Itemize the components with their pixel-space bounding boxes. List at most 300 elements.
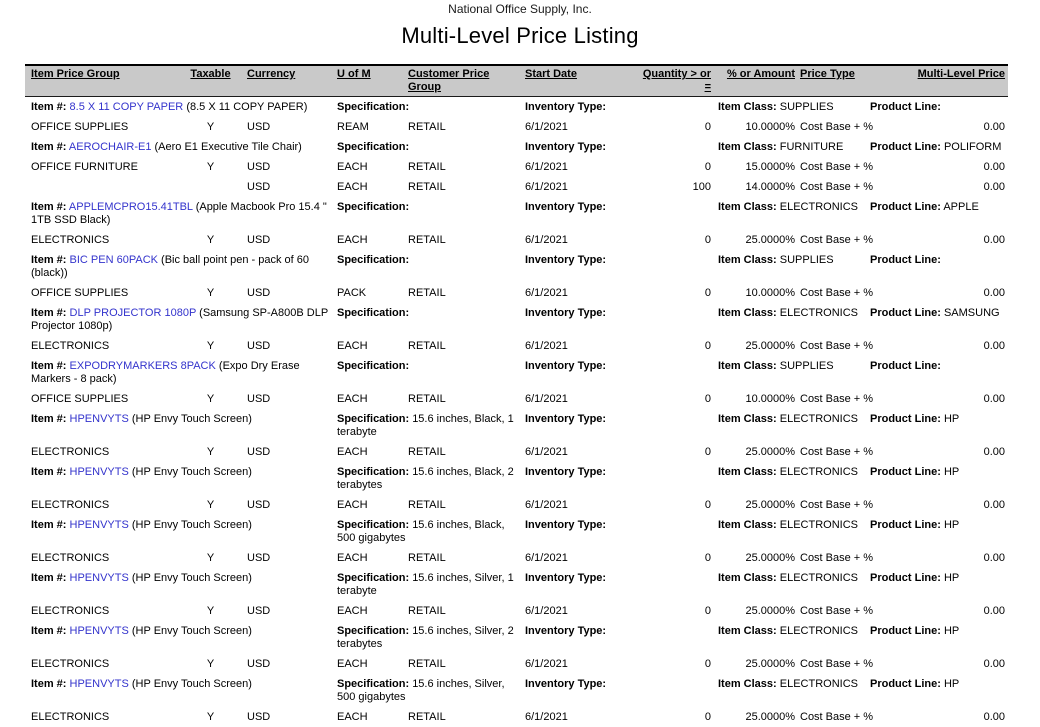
item-description: (Bic ball point pen - pack of 60 (black))	[31, 254, 310, 279]
product-line-value: HP	[943, 572, 960, 584]
inventory-type-cell	[523, 201, 711, 214]
inventory-type-cell	[523, 413, 711, 426]
quantity-cell: 0	[704, 287, 711, 299]
customer-price-group-cell: RETAIL	[408, 181, 446, 193]
item-description: (HP Envy Touch Screen)	[131, 413, 252, 425]
uom-cell: EACH	[337, 499, 368, 511]
product-line-cell	[868, 572, 1008, 585]
product-line-cell	[868, 466, 1008, 479]
column-header-start-date[interactable]: Start Date	[525, 68, 577, 80]
product-line-label: Product Line:	[870, 360, 941, 372]
inventory-type-label: Inventory Type:	[525, 201, 607, 213]
percent-or-amount-cell: 25.0000%	[745, 658, 795, 670]
specification-value: 15.6 inches, Black, 2 terabytes	[337, 466, 514, 491]
item-header-row	[25, 137, 1008, 157]
product-line-cell	[868, 201, 1008, 214]
multi-level-price-cell: 0.00	[983, 499, 1005, 511]
specification-label: Specification:	[337, 101, 410, 113]
item-number-label: Item #:	[31, 413, 67, 425]
item-code-link[interactable]: APPLEMCPRO15.41TBL	[68, 201, 193, 213]
item-price-group-cell: ELECTRONICS	[31, 711, 110, 723]
customer-price-group-cell: RETAIL	[408, 446, 446, 458]
percent-or-amount-cell: 10.0000%	[745, 121, 795, 133]
percent-or-amount-cell: 10.0000%	[745, 393, 795, 405]
specification-value: 15.6 inches, Silver, 500 gigabytes	[337, 678, 505, 703]
item-header-row	[25, 97, 1008, 117]
percent-or-amount-cell: 25.0000%	[745, 340, 795, 352]
item-class-label: Item Class:	[718, 201, 777, 213]
taxable-cell: Y	[206, 658, 215, 670]
uom-cell: EACH	[337, 161, 368, 173]
item-price-group-cell: OFFICE SUPPLIES	[31, 287, 129, 299]
specification-label: Specification:	[337, 413, 410, 425]
item-number-label: Item #:	[31, 254, 67, 266]
percent-or-amount-cell: 14.0000%	[745, 181, 795, 193]
column-header-currency[interactable]: Currency	[247, 68, 296, 80]
column-header-uom[interactable]: U of M	[337, 68, 371, 80]
quantity-cell: 100	[692, 181, 711, 193]
product-line-value: HP	[943, 413, 960, 425]
inventory-type-label: Inventory Type:	[525, 254, 607, 266]
customer-price-group-cell: RETAIL	[408, 499, 446, 511]
item-class-value: ELECTRONICS	[779, 572, 859, 584]
product-line-label: Product Line:	[870, 572, 941, 584]
quantity-cell: 0	[704, 161, 711, 173]
item-code-link[interactable]: AEROCHAIR-E1	[68, 141, 152, 153]
price-type-cell: Cost Base + %	[800, 605, 874, 617]
specification-label: Specification:	[337, 572, 410, 584]
price-detail-row	[25, 654, 1008, 674]
price-detail-row	[25, 548, 1008, 568]
item-description: (HP Envy Touch Screen)	[131, 519, 252, 531]
taxable-cell: Y	[206, 161, 215, 173]
item-number-cell	[25, 254, 336, 280]
item-description: (HP Envy Touch Screen)	[131, 678, 252, 690]
currency-cell: USD	[247, 605, 271, 617]
start-date-cell: 6/1/2021	[525, 605, 568, 617]
price-type-cell: Cost Base + %	[800, 552, 874, 564]
item-class-value: SUPPLIES	[779, 360, 834, 372]
item-class-cell	[711, 307, 868, 320]
taxable-cell: Y	[206, 340, 215, 352]
start-date-cell: 6/1/2021	[525, 287, 568, 299]
inventory-type-cell	[523, 678, 711, 691]
product-line-label: Product Line:	[870, 141, 941, 153]
taxable-cell: Y	[206, 234, 215, 246]
price-type-cell: Cost Base + %	[800, 340, 874, 352]
inventory-type-cell	[523, 254, 711, 267]
taxable-cell: Y	[206, 605, 215, 617]
multi-level-price-cell: 0.00	[983, 658, 1005, 670]
percent-or-amount-cell: 10.0000%	[745, 287, 795, 299]
inventory-type-label: Inventory Type:	[525, 678, 607, 690]
uom-cell: EACH	[337, 181, 368, 193]
item-class-label: Item Class:	[718, 413, 777, 425]
product-line-cell	[868, 678, 1008, 691]
item-number-cell	[25, 360, 336, 386]
percent-or-amount-cell: 25.0000%	[745, 234, 795, 246]
specification-value: 15.6 inches, Black, 500 gigabytes	[337, 519, 505, 544]
product-line-label: Product Line:	[870, 201, 941, 213]
item-class-cell	[711, 466, 868, 479]
item-description: (Expo Dry Erase Markers - 8 pack)	[31, 360, 300, 385]
customer-price-group-cell: RETAIL	[408, 711, 446, 723]
customer-price-group-cell: RETAIL	[408, 605, 446, 617]
multi-level-price-cell: 0.00	[983, 446, 1005, 458]
column-header-customer-price-group[interactable]: Customer Price Group	[408, 68, 490, 93]
item-class-value: ELECTRONICS	[779, 201, 859, 213]
item-code-link[interactable]: HPENVYTS	[69, 678, 129, 690]
currency-cell: USD	[247, 499, 271, 511]
product-line-cell	[868, 307, 1008, 320]
item-description: (Aero E1 Executive Tile Chair)	[154, 141, 302, 153]
price-detail-row	[25, 283, 1008, 303]
item-class-value: FURNITURE	[779, 141, 844, 153]
item-class-label: Item Class:	[718, 466, 777, 478]
price-detail-row	[25, 117, 1008, 137]
item-price-group-cell: ELECTRONICS	[31, 340, 110, 352]
product-line-label: Product Line:	[870, 413, 941, 425]
product-line-value: SAMSUNG	[943, 307, 1000, 319]
price-type-cell: Cost Base + %	[800, 393, 874, 405]
specification-cell	[336, 413, 523, 439]
percent-or-amount-cell: 25.0000%	[745, 446, 795, 458]
customer-price-group-cell: RETAIL	[408, 340, 446, 352]
item-number-cell	[25, 307, 336, 333]
inventory-type-label: Inventory Type:	[525, 625, 607, 637]
item-price-group-cell: ELECTRONICS	[31, 605, 110, 617]
quantity-cell: 0	[704, 711, 711, 723]
specification-cell	[336, 101, 523, 114]
product-line-value: APPLE	[943, 201, 979, 213]
item-class-label: Item Class:	[718, 360, 777, 372]
inventory-type-cell	[523, 307, 711, 320]
item-class-label: Item Class:	[718, 101, 777, 113]
taxable-cell: Y	[206, 552, 215, 564]
inventory-type-cell	[523, 519, 711, 532]
uom-cell: EACH	[337, 234, 368, 246]
product-line-value: HP	[943, 625, 960, 637]
multi-level-price-cell: 0.00	[983, 340, 1005, 352]
currency-cell: USD	[247, 446, 271, 458]
item-code-link[interactable]: 8.5 X 11 COPY PAPER	[69, 101, 184, 113]
product-line-cell	[868, 141, 1008, 154]
item-number-label: Item #:	[31, 101, 67, 113]
column-header-percent-or-amount[interactable]: % or Amount	[726, 68, 795, 80]
product-line-value: HP	[943, 678, 960, 690]
specification-cell	[336, 201, 523, 214]
item-price-group-cell: OFFICE SUPPLIES	[31, 121, 129, 133]
customer-price-group-cell: RETAIL	[408, 658, 446, 670]
item-class-label: Item Class:	[718, 141, 777, 153]
item-code-link[interactable]: HPENVYTS	[69, 625, 129, 637]
inventory-type-cell	[523, 101, 711, 114]
product-line-value: POLIFORM	[943, 141, 1002, 153]
taxable-cell: Y	[206, 499, 215, 511]
item-price-group-cell: ELECTRONICS	[31, 499, 110, 511]
price-detail-row	[25, 495, 1008, 515]
specification-cell	[336, 625, 523, 651]
percent-or-amount-cell: 15.0000%	[745, 161, 795, 173]
item-class-cell	[711, 141, 868, 154]
specification-label: Specification:	[337, 466, 410, 478]
multi-level-price-cell: 0.00	[983, 121, 1005, 133]
start-date-cell: 6/1/2021	[525, 658, 568, 670]
product-line-value: HP	[943, 519, 960, 531]
column-header-item-price-group[interactable]: Item Price Group	[31, 68, 120, 80]
item-code-link[interactable]: HPENVYTS	[69, 572, 129, 584]
item-header-row	[25, 674, 1008, 707]
item-class-value: ELECTRONICS	[779, 413, 859, 425]
currency-cell: USD	[247, 393, 271, 405]
taxable-cell: Y	[206, 393, 215, 405]
item-class-cell	[711, 572, 868, 585]
item-price-group-cell: ELECTRONICS	[31, 446, 110, 458]
item-header-row	[25, 250, 1008, 283]
item-description: (HP Envy Touch Screen)	[131, 572, 252, 584]
uom-cell: EACH	[337, 552, 368, 564]
table-header-row	[25, 64, 1008, 97]
percent-or-amount-cell: 25.0000%	[745, 552, 795, 564]
customer-price-group-cell: RETAIL	[408, 287, 446, 299]
item-number-label: Item #:	[31, 307, 67, 319]
quantity-cell: 0	[704, 446, 711, 458]
start-date-cell: 6/1/2021	[525, 340, 568, 352]
inventory-type-label: Inventory Type:	[525, 466, 607, 478]
item-class-label: Item Class:	[718, 519, 777, 531]
multi-level-price-cell: 0.00	[983, 605, 1005, 617]
item-class-value: ELECTRONICS	[779, 519, 859, 531]
currency-cell: USD	[247, 340, 271, 352]
item-class-label: Item Class:	[718, 254, 777, 266]
product-line-label: Product Line:	[870, 254, 941, 266]
item-class-cell	[711, 678, 868, 691]
item-description: (Samsung SP-A800B DLP Projector 1080p)	[31, 307, 328, 332]
multi-level-price-cell: 0.00	[983, 234, 1005, 246]
item-number-label: Item #:	[31, 360, 67, 372]
item-class-cell	[711, 201, 868, 214]
item-price-group-cell: ELECTRONICS	[31, 552, 110, 564]
specification-cell	[336, 307, 523, 320]
item-header-row	[25, 356, 1008, 389]
specification-value: 15.6 inches, Black, 1 terabyte	[337, 413, 514, 438]
currency-cell: USD	[247, 121, 271, 133]
specification-value: 15.6 inches, Silver, 2 terabytes	[337, 625, 514, 650]
item-class-value: SUPPLIES	[779, 254, 834, 266]
item-header-row	[25, 515, 1008, 548]
product-line-value: HP	[943, 466, 960, 478]
price-type-cell: Cost Base + %	[800, 499, 874, 511]
inventory-type-cell	[523, 466, 711, 479]
taxable-cell: Y	[206, 711, 215, 723]
item-code-link[interactable]: HPENVYTS	[69, 466, 129, 478]
specification-label: Specification:	[337, 678, 410, 690]
item-code-link[interactable]: EXPODRYMARKERS 8PACK	[69, 360, 216, 372]
item-number-cell	[25, 519, 336, 532]
currency-cell: USD	[247, 181, 271, 193]
taxable-cell: Y	[206, 121, 215, 133]
inventory-type-label: Inventory Type:	[525, 413, 607, 425]
product-line-cell	[868, 519, 1008, 532]
item-header-row	[25, 409, 1008, 442]
column-header-multi-level-price[interactable]: Multi-Level Price	[917, 68, 1005, 80]
inventory-type-label: Inventory Type:	[525, 519, 607, 531]
inventory-type-label: Inventory Type:	[525, 572, 607, 584]
column-header-quantity[interactable]: Quantity > or =	[642, 68, 711, 93]
specification-cell	[336, 360, 523, 373]
currency-cell: USD	[247, 234, 271, 246]
inventory-type-cell	[523, 572, 711, 585]
uom-cell: REAM	[337, 121, 369, 133]
price-detail-row	[25, 230, 1008, 250]
column-header-taxable[interactable]: Taxable	[190, 68, 231, 80]
specification-cell	[336, 572, 523, 598]
start-date-cell: 6/1/2021	[525, 711, 568, 723]
item-price-group-cell: OFFICE FURNITURE	[31, 161, 138, 173]
start-date-cell: 6/1/2021	[525, 161, 568, 173]
taxable-cell: Y	[206, 287, 215, 299]
item-number-label: Item #:	[31, 625, 67, 637]
product-line-cell	[868, 254, 1008, 267]
product-line-label: Product Line:	[870, 466, 941, 478]
item-number-label: Item #:	[31, 572, 67, 584]
item-class-cell	[711, 254, 868, 267]
specification-label: Specification:	[337, 519, 410, 531]
price-detail-row	[25, 336, 1008, 356]
price-type-cell: Cost Base + %	[800, 446, 874, 458]
item-number-label: Item #:	[31, 466, 67, 478]
item-code-link[interactable]: HPENVYTS	[69, 519, 129, 531]
quantity-cell: 0	[704, 552, 711, 564]
item-description: (HP Envy Touch Screen)	[131, 466, 252, 478]
inventory-type-label: Inventory Type:	[525, 360, 607, 372]
start-date-cell: 6/1/2021	[525, 234, 568, 246]
currency-cell: USD	[247, 711, 271, 723]
item-header-row	[25, 462, 1008, 495]
item-class-value: ELECTRONICS	[779, 466, 859, 478]
item-class-cell	[711, 101, 868, 114]
item-description: (HP Envy Touch Screen)	[131, 625, 252, 637]
product-line-label: Product Line:	[870, 307, 941, 319]
item-price-group-cell: ELECTRONICS	[31, 658, 110, 670]
item-number-cell	[25, 101, 336, 114]
report-header	[0, 0, 1040, 51]
price-detail-row	[25, 157, 1008, 177]
inventory-type-cell	[523, 360, 711, 373]
product-line-cell	[868, 360, 1008, 373]
specification-value: 15.6 inches, Silver, 1 terabyte	[337, 572, 514, 597]
specification-cell	[336, 466, 523, 492]
quantity-cell: 0	[704, 658, 711, 670]
item-price-group-cell: OFFICE SUPPLIES	[31, 393, 129, 405]
report-rows	[25, 97, 1008, 727]
product-line-cell	[868, 413, 1008, 426]
start-date-cell: 6/1/2021	[525, 499, 568, 511]
item-class-label: Item Class:	[718, 625, 777, 637]
customer-price-group-cell: RETAIL	[408, 234, 446, 246]
multi-level-price-cell: 0.00	[983, 181, 1005, 193]
inventory-type-label: Inventory Type:	[525, 141, 607, 153]
quantity-cell: 0	[704, 499, 711, 511]
currency-cell: USD	[247, 552, 271, 564]
price-detail-row	[25, 707, 1008, 727]
quantity-cell: 0	[704, 605, 711, 617]
item-number-label: Item #:	[31, 519, 67, 531]
item-header-row	[25, 568, 1008, 601]
item-header-row	[25, 621, 1008, 654]
product-line-label: Product Line:	[870, 519, 941, 531]
item-class-cell	[711, 360, 868, 373]
percent-or-amount-cell: 25.0000%	[745, 711, 795, 723]
price-detail-row	[25, 389, 1008, 409]
item-price-group-cell: ELECTRONICS	[31, 234, 110, 246]
currency-cell: USD	[247, 161, 271, 173]
uom-cell: PACK	[337, 287, 367, 299]
price-detail-row	[25, 177, 1008, 197]
item-class-value: ELECTRONICS	[779, 625, 859, 637]
quantity-cell: 0	[704, 234, 711, 246]
inventory-type-label: Inventory Type:	[525, 307, 607, 319]
quantity-cell: 0	[704, 340, 711, 352]
inventory-type-label: Inventory Type:	[525, 101, 607, 113]
item-class-cell	[711, 519, 868, 532]
price-type-cell: Cost Base + %	[800, 234, 874, 246]
item-header-row	[25, 197, 1008, 230]
product-line-label: Product Line:	[870, 678, 941, 690]
multi-level-price-cell: 0.00	[983, 161, 1005, 173]
specification-label: Specification:	[337, 141, 410, 153]
item-code-link[interactable]: BIC PEN 60PACK	[69, 254, 158, 266]
item-number-cell	[25, 141, 336, 154]
multi-level-price-cell: 0.00	[983, 552, 1005, 564]
quantity-cell: 0	[704, 393, 711, 405]
percent-or-amount-cell: 25.0000%	[745, 605, 795, 617]
column-header-price-type[interactable]: Price Type	[800, 68, 855, 80]
item-description: (Apple Macbook Pro 15.4 " 1TB SSD Black)	[31, 201, 327, 226]
price-type-cell: Cost Base + %	[800, 161, 874, 173]
item-number-cell	[25, 625, 336, 638]
start-date-cell: 6/1/2021	[525, 552, 568, 564]
inventory-type-cell	[523, 141, 711, 154]
item-number-cell	[25, 413, 336, 426]
item-number-label: Item #:	[31, 141, 67, 153]
item-class-label: Item Class:	[718, 572, 777, 584]
product-line-label: Product Line:	[870, 625, 941, 637]
specification-cell	[336, 254, 523, 267]
item-code-link[interactable]: HPENVYTS	[69, 413, 129, 425]
inventory-type-cell	[523, 625, 711, 638]
item-code-link[interactable]: DLP PROJECTOR 1080P	[69, 307, 197, 319]
item-number-cell	[25, 201, 336, 227]
currency-cell: USD	[247, 658, 271, 670]
price-listing-table	[25, 64, 1008, 727]
specification-cell	[336, 678, 523, 704]
item-header-row	[25, 303, 1008, 336]
uom-cell: EACH	[337, 658, 368, 670]
customer-price-group-cell: RETAIL	[408, 552, 446, 564]
specification-label: Specification:	[337, 360, 410, 372]
customer-price-group-cell: RETAIL	[408, 161, 446, 173]
multi-level-price-cell: 0.00	[983, 393, 1005, 405]
customer-price-group-cell: RETAIL	[408, 121, 446, 133]
price-type-cell: Cost Base + %	[800, 658, 874, 670]
multi-level-price-cell: 0.00	[983, 711, 1005, 723]
uom-cell: EACH	[337, 340, 368, 352]
price-type-cell: Cost Base + %	[800, 121, 874, 133]
customer-price-group-cell: RETAIL	[408, 393, 446, 405]
specification-cell	[336, 141, 523, 154]
start-date-cell: 6/1/2021	[525, 121, 568, 133]
